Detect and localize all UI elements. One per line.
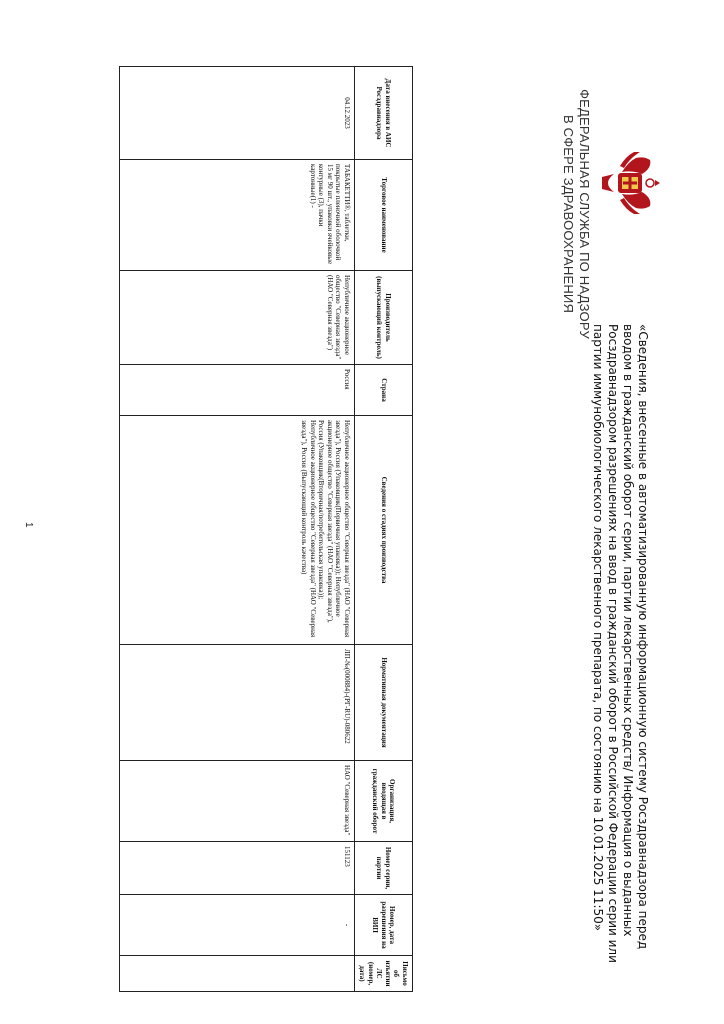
header-organization: Организация, вводящая в гражданский оборот xyxy=(355,761,413,842)
header-normative-doc: Нормативная документация xyxy=(355,645,413,761)
header-permit: Номер, дата разрешения на ВИП xyxy=(355,895,413,956)
header-manufacturer: Производитель (выпускающий контроль) xyxy=(355,271,413,365)
cell-organization: НАО "Северная звезда" xyxy=(120,761,355,842)
double-headed-eagle-emblem xyxy=(594,148,664,218)
cell-withdrawal xyxy=(120,956,355,992)
header-withdrawal: Письмо об изъятии ЛС (номер, дата) xyxy=(355,956,413,992)
registry-table xyxy=(119,66,413,992)
agency-name-line1: ФЕДЕРАЛЬНАЯ СЛУЖБА ПО НАДЗОРУ xyxy=(577,89,592,339)
page-number: 1 xyxy=(23,522,34,528)
cell-trade-name: ТАБАКЕТТИ®, таблетки, покрытые пленочной оболочкой 15 мг 90 шт., упаковки ячейковые контурные (3), пачки картонные(1) - xyxy=(120,160,355,271)
header-batch: Номер серии, партии xyxy=(355,842,413,895)
document-heading: «Сведения, внесенные в автоматизированную информационную систему Росздравнадзора перед вводом в гражданский оборот серии, партии лекарственных средств/ Информация о выданных Росздравнадзором разрешениях на ввод в гражданский оборот в Российской Федерации серии или партии иммунобиологического лекарственного препарата, по состоянию на 10.01.2025 11:50» xyxy=(591,324,650,963)
cell-country: Россия xyxy=(120,365,355,416)
table-header-row xyxy=(355,67,413,992)
cell-stages: Непубличное акционерное общество "Северная звезда" (НАО "Северная звезда"), Россия (Упаковщик(Первичная упаковка)); Непубличное акционерное общество "Северная звезда" (НАО "Северная звезда"), Россия (Упаковщик(Вторичная/потребительская упаковка)); Непубличное акционерное общество "Северная звезда" (НАО "Северная звезда"), Россия (Выпускающий контроль качества) xyxy=(120,416,355,645)
cell-permit: - xyxy=(120,895,355,956)
table-row xyxy=(120,67,355,992)
agency-name-line2: В СФЕРЕ ЗДРАВООХРАНЕНИЯ xyxy=(561,114,576,314)
agency-name xyxy=(560,64,592,364)
header-date: Дата внесения в АИС Росздравнадзора xyxy=(355,67,413,160)
cell-manufacturer: Непубличное акционерное общество "Северная звезда" (НАО "Северная звезда") xyxy=(120,271,355,365)
cell-batch: 151123 xyxy=(120,842,355,895)
cell-normative-doc: ЛП-№(000884)-(РГ-RU)-080622 xyxy=(120,645,355,761)
header-country: Страна xyxy=(355,365,413,416)
header-trade-name: Торговое наименование xyxy=(355,160,413,271)
header-stages: Сведения о стадиях производства xyxy=(355,416,413,645)
cell-date: 04.12.2023 xyxy=(120,67,355,160)
